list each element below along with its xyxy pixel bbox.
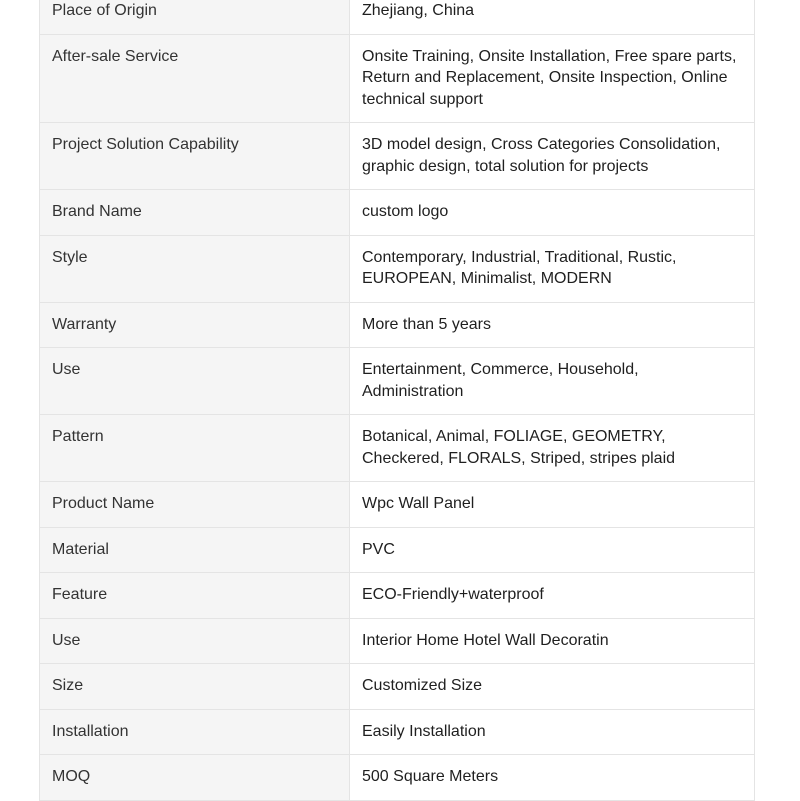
table-row <box>40 123 755 190</box>
spec-label-project-solution-capability: Project Solution Capability <box>40 123 350 190</box>
table-row <box>40 302 755 348</box>
spec-label-place-of-origin: Place of Origin <box>40 0 350 34</box>
spec-value-pattern: Botanical, Animal, FOLIAGE, GEOMETRY, Checkered, FLORALS, Striped, stripes plaid <box>350 415 755 482</box>
spec-label-warranty: Warranty <box>40 302 350 348</box>
spec-label-use-interior: Use <box>40 618 350 664</box>
table-row <box>40 34 755 123</box>
spec-label-installation: Installation <box>40 709 350 755</box>
spec-value-product-name: Wpc Wall Panel <box>350 482 755 528</box>
spec-label-moq: MOQ <box>40 755 350 801</box>
table-row <box>40 573 755 619</box>
table-row <box>40 664 755 710</box>
spec-value-project-solution-capability: 3D model design, Cross Categories Consolidation, graphic design, total solution for projects <box>350 123 755 190</box>
spec-value-moq: 500 Square Meters <box>350 755 755 801</box>
spec-label-use: Use <box>40 348 350 415</box>
spec-value-brand-name: custom logo <box>350 190 755 236</box>
product-spec-table <box>39 0 755 801</box>
table-row <box>40 527 755 573</box>
spec-value-feature: ECO-Friendly+waterproof <box>350 573 755 619</box>
spec-value-style: Contemporary, Industrial, Traditional, Rustic, EUROPEAN, Minimalist, MODERN <box>350 235 755 302</box>
table-row <box>40 190 755 236</box>
product-spec-section <box>39 0 755 801</box>
table-row <box>40 755 755 801</box>
spec-label-style: Style <box>40 235 350 302</box>
spec-label-after-sale-service: After-sale Service <box>40 34 350 123</box>
table-row <box>40 0 755 34</box>
spec-value-material: PVC <box>350 527 755 573</box>
table-row <box>40 415 755 482</box>
spec-value-after-sale-service: Onsite Training, Onsite Installation, Free spare parts, Return and Replacement, Onsite Inspection, Online technical support <box>350 34 755 123</box>
spec-label-size: Size <box>40 664 350 710</box>
spec-label-brand-name: Brand Name <box>40 190 350 236</box>
spec-value-use-interior: Interior Home Hotel Wall Decoratin <box>350 618 755 664</box>
table-row <box>40 618 755 664</box>
spec-label-product-name: Product Name <box>40 482 350 528</box>
spec-value-place-of-origin: Zhejiang, China <box>350 0 755 34</box>
spec-value-use: Entertainment, Commerce, Household, Administration <box>350 348 755 415</box>
spec-value-installation: Easily Installation <box>350 709 755 755</box>
spec-value-size: Customized Size <box>350 664 755 710</box>
table-row <box>40 709 755 755</box>
spec-label-pattern: Pattern <box>40 415 350 482</box>
table-row <box>40 482 755 528</box>
spec-label-material: Material <box>40 527 350 573</box>
table-row <box>40 235 755 302</box>
table-row <box>40 348 755 415</box>
spec-label-feature: Feature <box>40 573 350 619</box>
spec-value-warranty: More than 5 years <box>350 302 755 348</box>
